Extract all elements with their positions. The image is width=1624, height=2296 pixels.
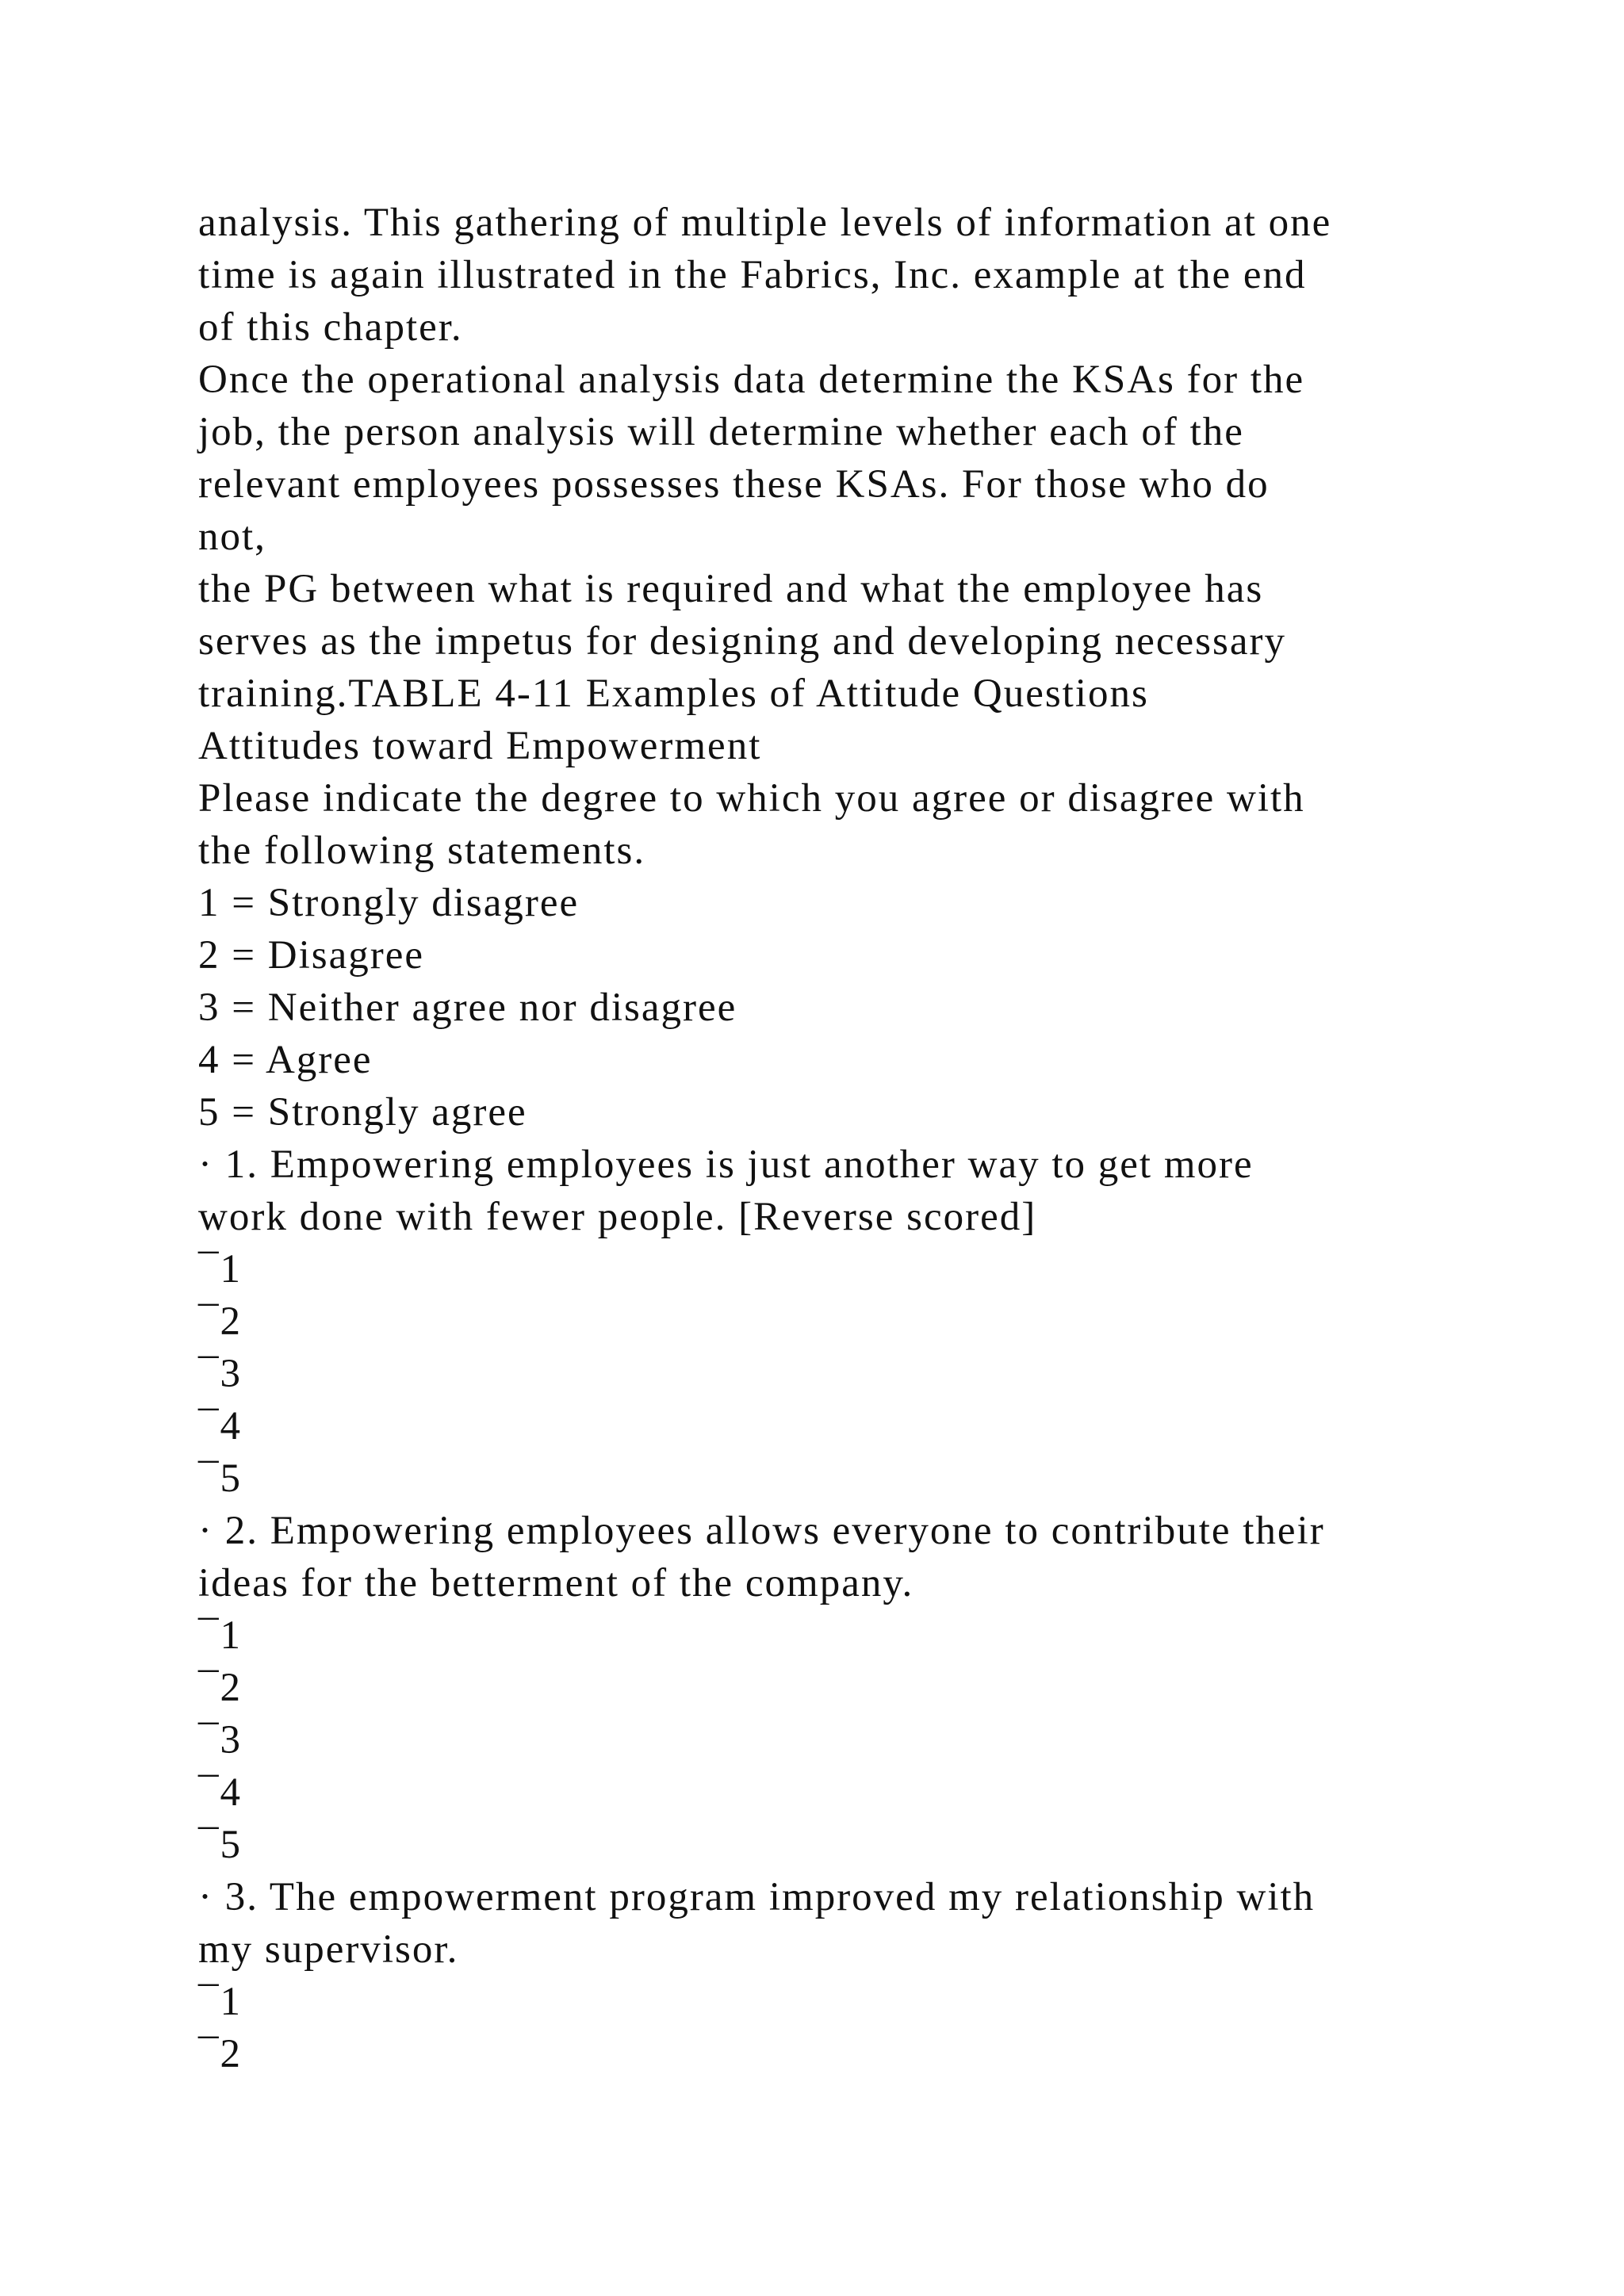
text-line: analysis. This gathering of multiple levels of information at one (198, 201, 1332, 245)
instruction-text: Please indicate the degree to which you agree or disagree with (198, 776, 1305, 821)
question-text: my supervisor. (198, 1927, 459, 1972)
question-text: · 3. The empowerment program improved my relationship with (198, 1875, 1316, 1919)
response-option: ¯5 (198, 1823, 242, 1867)
response-option: ¯1 (198, 1980, 242, 2024)
scale-item: 4 = Agree (198, 1038, 373, 1082)
scale-item: 3 = Neither agree nor disagree (198, 985, 737, 1030)
question-text: work done with fewer people. [Reverse scored] (198, 1195, 1037, 1239)
response-option: ¯2 (198, 1666, 242, 1710)
text-line: time is again illustrated in the Fabrics, Inc. example at the end (198, 253, 1307, 297)
question-text: · 1. Empowering employees is just another way to get more (198, 1142, 1254, 1187)
instruction-text: the following statements. (198, 828, 646, 873)
text-line: job, the person analysis will determine whether each of the (198, 410, 1244, 454)
response-option: ¯2 (198, 2032, 242, 2076)
response-option: ¯1 (198, 1247, 242, 1292)
text-line: the PG between what is required and what the employee has (198, 567, 1264, 611)
text-line: serves as the impetus for designing and developing necessary (198, 619, 1286, 664)
question-text: ideas for the betterment of the company. (198, 1561, 914, 1605)
document-page (198, 197, 1467, 2080)
response-option: ¯5 (198, 1456, 242, 1501)
text-line: of this chapter. (198, 305, 463, 350)
text-line: relevant employees possesses these KSAs. For those who do (198, 462, 1270, 507)
response-option: ¯2 (198, 1299, 242, 1344)
response-option: ¯4 (198, 1404, 242, 1448)
response-option: ¯3 (198, 1718, 242, 1762)
text-line: training.TABLE 4-11 Examples of Attitude Questions (198, 672, 1149, 716)
response-option: ¯4 (198, 1770, 242, 1815)
text-line: not, (198, 515, 266, 559)
scale-item: 1 = Strongly disagree (198, 881, 580, 925)
scale-item: 2 = Disagree (198, 933, 425, 978)
question-text: · 2. Empowering employees allows everyone to contribute their (198, 1509, 1325, 1553)
scale-item: 5 = Strongly agree (198, 1090, 527, 1135)
table-subtitle: Attitudes toward Empowerment (198, 724, 762, 768)
response-option: ¯3 (198, 1352, 242, 1396)
text-line: Once the operational analysis data determine the KSAs for the (198, 358, 1305, 402)
response-option: ¯1 (198, 1613, 242, 1658)
